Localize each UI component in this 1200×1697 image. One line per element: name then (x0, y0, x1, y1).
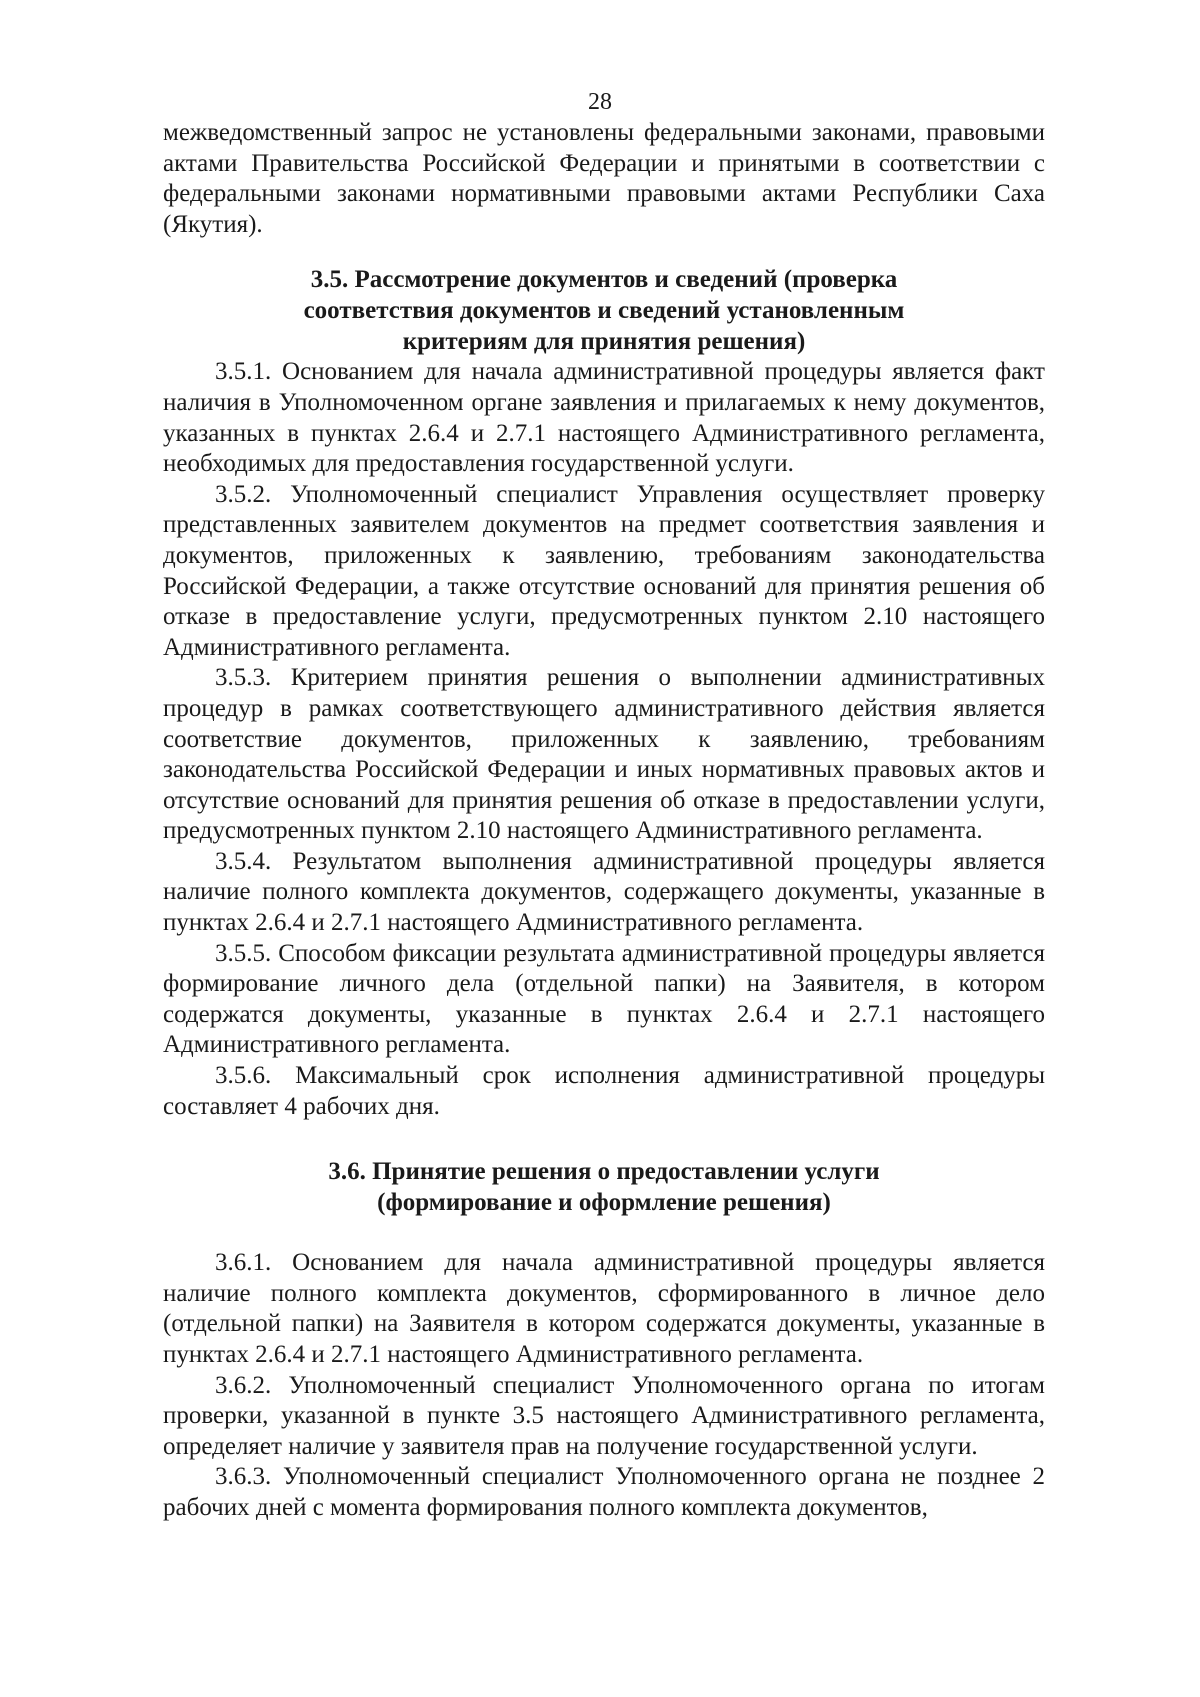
paragraph-3-5-6: 3.5.6. Максимальный срок исполнения административной процедуры составляет 4 рабочих дня. (163, 1062, 1045, 1120)
paragraph-3-5-1: 3.5.1. Основанием для начала административной процедуры является факт наличия в Уполномоченном органе заявления и прилагаемых к нему документов, указанных в пунктах 2.6.4 и 2.7.1 настоящего Административного регламента, необходимых для предоставления государственной услуги. (163, 358, 1045, 478)
paragraph-3-5-3: 3.5.3. Критерием принятия решения о выполнении административных процедур в рамках соответствующего административного действия является соответствие документов, приложенных к заявлению, требованиям законодательства Российской Федерации и иных нормативных правовых актов и отсутствие оснований для принятия решения об отказе в предоставлении услуги, предусмотренных пунктом 2.10 настоящего Административного регламента. (163, 664, 1045, 845)
page-number: 28 (588, 89, 612, 115)
heading-line: соответствия документов и сведений установленным (303, 297, 905, 325)
paragraph-3-5-4: 3.5.4. Результатом выполнения административной процедуры является наличие полного комплекта документов, содержащего документы, указанные в пунктах 2.6.4 и 2.7.1 настоящего Административного регламента. (163, 847, 1045, 937)
heading-line: 3.5. Рассмотрение документов и сведений (проверка (310, 266, 898, 294)
paragraph-3-5-2: 3.5.2. Уполномоченный специалист Управления осуществляет проверку представленных заявителем документов на предмет соответствия заявления и документов, приложенных к заявлению, требованиям законодательства Российской Федерации, а также отсутствие оснований для принятия решения об отказе в предоставление услуги, предусмотренных пунктом 2.10 настоящего Административного регламента. (163, 480, 1045, 661)
paragraph-3-6-1: 3.6.1. Основанием для начала административной процедуры является наличие полного комплекта документов, сформированного в личное дело (отдельной папки) на Заявителя в котором содержатся документы, указанные в пунктах 2.6.4 и 2.7.1 настоящего Административного регламента. (163, 1249, 1045, 1368)
section-3-6-heading (163, 1156, 1045, 1218)
document-body (163, 118, 1045, 1524)
paragraph-3-5-5: 3.5.5. Способом фиксации результата административной процедуры является формирование личного дела (отдельной папки) на Заявителя, в котором содержатся документы, указанные в пунктах 2.6.4 и 2.7.1 настоящего Административного регламента. (163, 939, 1045, 1059)
intro-paragraph: межведомственный запрос не установлены федеральными законами, правовыми актами Правительства Российской Федерации и принятыми в соответствии с федеральными законами нормативными правовыми актами Республики Саха (Якутия). (163, 119, 1045, 238)
section-3-5-heading (163, 264, 1045, 357)
heading-line: (формирование и оформление решения) (377, 1189, 831, 1217)
paragraph-3-6-2: 3.6.2. Уполномоченный специалист Уполномоченного органа по итогам проверки, указанной в пункте 3.5 настоящего Административного регламента, определяет наличие у заявителя прав на получение государственной услуги. (163, 1371, 1045, 1460)
heading-line: критериям для принятия решения) (402, 328, 806, 356)
paragraph-3-6-3: 3.6.3. Уполномоченный специалист Уполномоченного органа не позднее 2 рабочих дней с момента формирования полного комплекта документов, (163, 1463, 1045, 1521)
heading-line: 3.6. Принятие решения о предоставлении услуги (328, 1158, 880, 1186)
